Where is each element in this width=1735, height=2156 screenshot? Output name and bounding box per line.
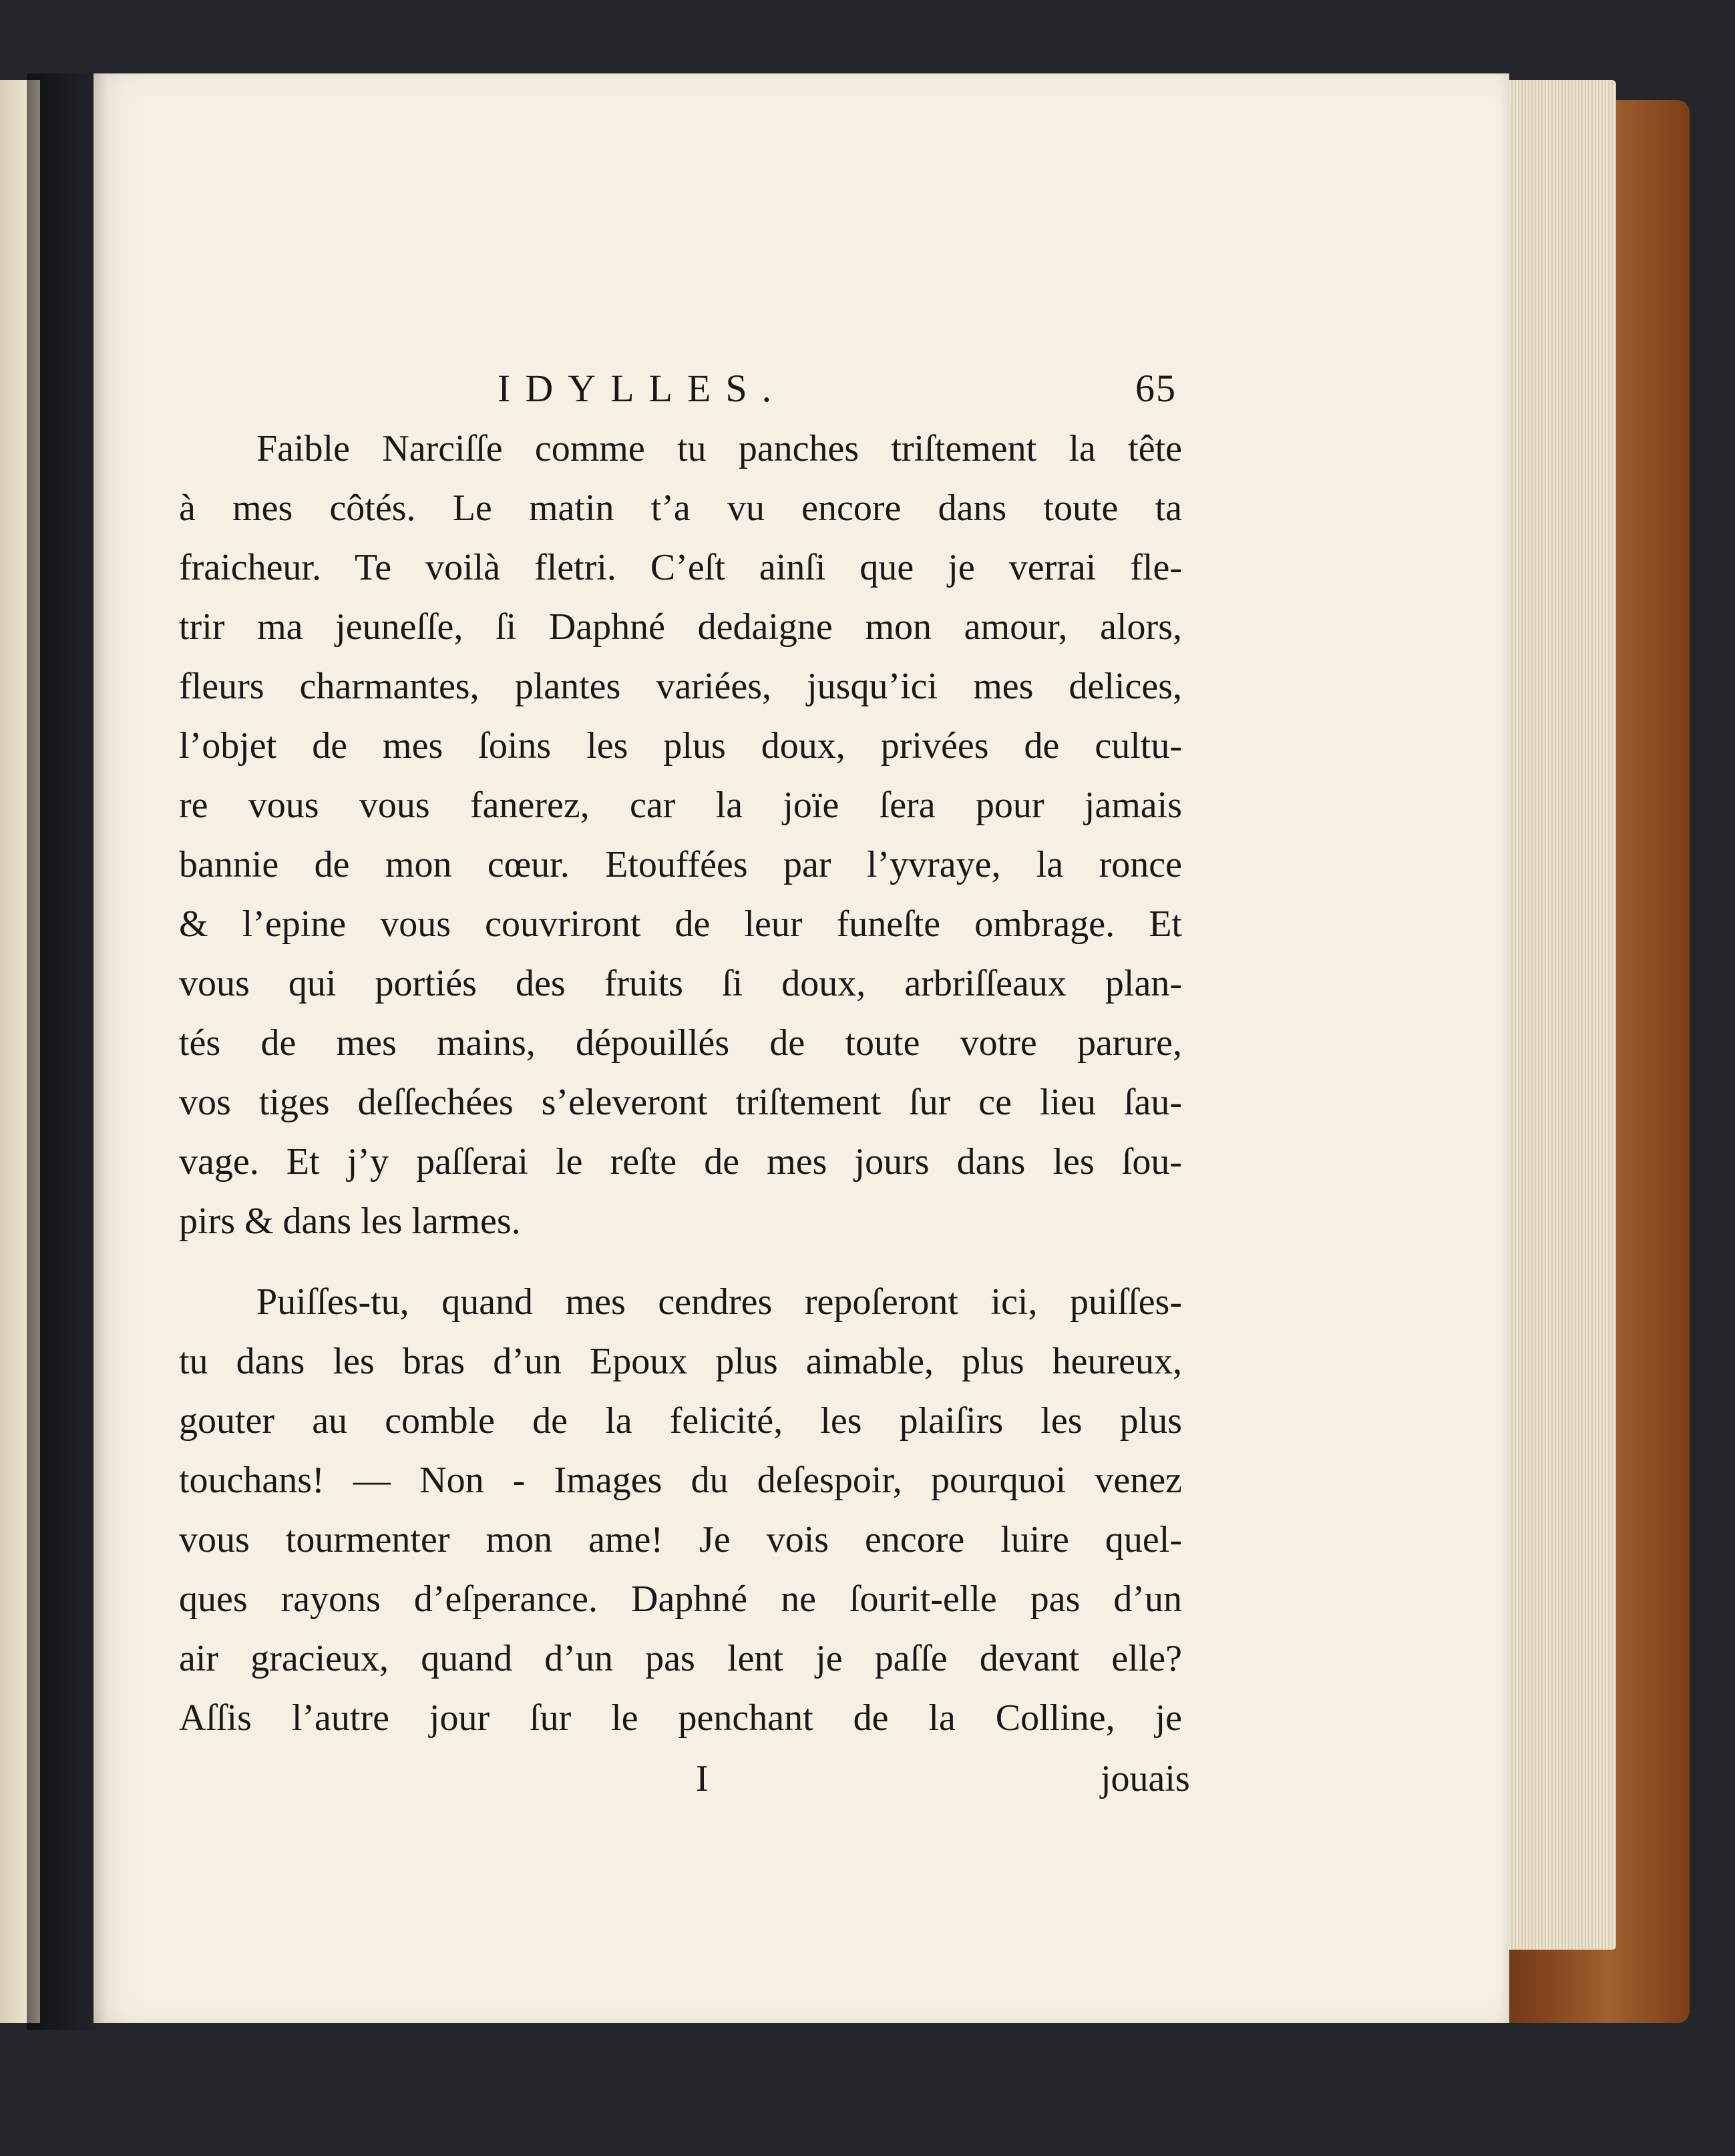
text-line: & l’epine vous couvriront de leur funeſte ombrage. Et bbox=[179, 903, 1182, 945]
text-line: trir ma jeuneſſe, ſi Daphné dedaigne mon amour, alors, bbox=[179, 606, 1182, 648]
gutter-shadow bbox=[27, 73, 107, 2030]
text-line: ques rayons d’eſperance. Daphné ne ſourit-elle pas d’un bbox=[179, 1578, 1182, 1620]
page-number: 65 bbox=[1135, 367, 1177, 410]
paragraph-gap bbox=[179, 1251, 1182, 1273]
text-line: vous tourmenter mon ame! Je vois encore luire quel- bbox=[179, 1519, 1182, 1560]
text-line: à mes côtés. Le matin t’a vu encore dans toute ta bbox=[179, 487, 1182, 529]
text-line: vage. Et j’y paſſerai le reſte de mes jours dans les ſou- bbox=[179, 1141, 1182, 1182]
text-line: gouter au comble de la felicité, les plaiſirs les plus bbox=[179, 1400, 1182, 1442]
text-line: Aſſis l’autre jour ſur le penchant de la Colline, je bbox=[179, 1697, 1182, 1739]
text-line: touchans! — Non - Images du deſespoir, pourquoi venez bbox=[179, 1460, 1182, 1501]
text-line: air gracieux, quand d’un pas lent je paſſe devant elle? bbox=[179, 1638, 1182, 1679]
running-title: IDYLLES. bbox=[498, 367, 787, 410]
page-edges bbox=[1496, 80, 1616, 1950]
text-line: vous qui portiés des fruits ſi doux, arbriſſeaux plan- bbox=[179, 963, 1182, 1004]
text-line: pirs & dans les larmes. bbox=[179, 1201, 521, 1242]
page-body bbox=[179, 419, 1182, 1748]
text-line: tu dans les bras d’un Epoux plus aimable, plus heureux, bbox=[179, 1341, 1182, 1382]
text-line: bannie de mon cœur. Etouffées par l’yvraye, la ronce bbox=[179, 844, 1182, 885]
text-line: tés de mes mains, dépouillés de toute votre parure, bbox=[179, 1022, 1182, 1064]
paragraph bbox=[179, 1273, 1182, 1748]
text-line: fraicheur. Te voilà fletri. C’eſt ainſi que je verrai fle- bbox=[179, 547, 1182, 588]
paragraph bbox=[179, 419, 1182, 1251]
text-line: Faible Narciſſe comme tu panches triſtement la tête bbox=[256, 428, 1182, 469]
text-line: Puiſſes-tu, quand mes cendres repoſeront ici, puiſſes- bbox=[256, 1281, 1182, 1323]
text-line: fleurs charmantes, plantes variées, jusqu’ici mes delices, bbox=[179, 666, 1182, 707]
text-line: re vous vous fanerez, car la joïe ſera pour jamais bbox=[179, 785, 1182, 826]
text-line: vos tiges deſſechées s’eleveront triſtement ſur ce lieu ſau- bbox=[179, 1082, 1182, 1123]
signature-mark: I bbox=[696, 1758, 709, 1799]
text-line: l’objet de mes ſoins les plus doux, privées de cultu- bbox=[179, 725, 1182, 767]
catchword: jouais bbox=[1101, 1758, 1190, 1799]
